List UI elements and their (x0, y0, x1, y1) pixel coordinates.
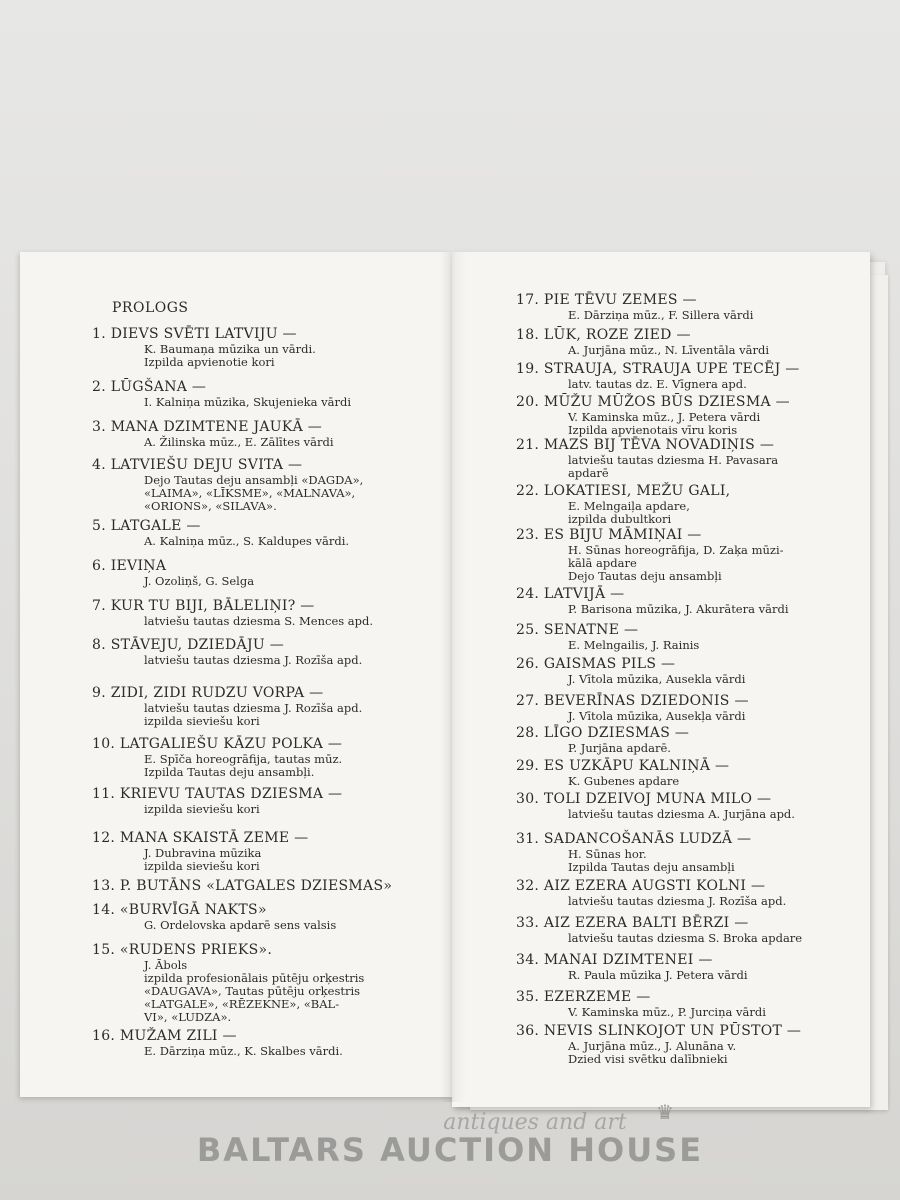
program-item-credit: VI», «LUDZA». (144, 1010, 232, 1024)
program-item-title: 10. LATGALIEŠU KĀZU POLKA — (92, 736, 343, 752)
program-item-credit: V. Kaminska mūz., J. Petera vārdi (568, 410, 761, 424)
program-item (516, 952, 748, 982)
watermark (0, 1110, 900, 1169)
program-item (516, 989, 766, 1019)
program-item-title: 5. LATGALE — (92, 518, 201, 534)
program-item (516, 656, 745, 686)
program-item-credit: latviešu tautas dziesma J. Rozīša apd. (144, 653, 363, 667)
program-item (92, 942, 364, 1024)
program-item-credit: latv. tautas dz. E. Vīgnera apd. (568, 377, 747, 391)
program-item-credit: latviešu tautas dziesma S. Broka apdare (568, 931, 803, 945)
program-item-credit: J. Vītola mūzika, Ausekļa vārdi (568, 709, 746, 723)
program-item-title: 31. SADANCOŠANĀS LUDZĀ — (516, 831, 752, 847)
program-item-title: 21. MAZS BIJ TĒVA NOVADIŅIS — (516, 437, 775, 453)
program-item-title: 20. MŪŽU MŪŽOS BŪS DZIESMA — (516, 394, 790, 410)
right-page (452, 252, 870, 1107)
program-item-credit: J. Ozoliņš, G. Selga (144, 574, 255, 588)
program-item-credit: Dejo Tautas deju ansambļi «DAGDA», (144, 473, 364, 487)
program-item-title: 35. EZERZEME — (516, 989, 651, 1005)
program-item-title: 18. LŪK, ROZE ZIED — (516, 327, 691, 343)
program-item-title: 13. P. BUTĀNS «LATGALES DZIESMAS» (92, 878, 393, 894)
program-item-title: 3. MANA DZIMTENE JAUKĀ — (92, 419, 323, 435)
program-item (516, 915, 802, 945)
program-item (92, 902, 336, 932)
program-item-title: 32. AIZ EZERA AUGSTI KOLNI — (516, 878, 766, 894)
program-item-title: 1. DIEVS SVĒTI LATVIJU — (92, 326, 297, 342)
program-item-title: 9. ZIDI, ZIDI RUDZU VORPA — (92, 685, 324, 701)
watermark-title: BALTARS AUCTION HOUSE (196, 1131, 704, 1169)
program-item (92, 878, 392, 895)
program-item-credit: latviešu tautas dziesma S. Mences apd. (144, 614, 374, 628)
program-item (516, 758, 729, 788)
program-item-credit: E. Dārziņa mūz., K. Skalbes vārdi. (144, 1044, 343, 1058)
program-item (92, 457, 363, 513)
program-item (92, 1028, 343, 1058)
program-item-credit: Izpilda Tautas deju ansambļi (568, 860, 735, 874)
program-item-credit: V. Kaminska mūz., P. Jurciņa vārdi (568, 1005, 766, 1019)
program-item-title: 6. IEVIŅA (92, 558, 167, 574)
program-item-title: 23. ES BIJU MĀMIŅAI — (516, 527, 702, 543)
program-item (516, 622, 699, 652)
program-item-credit: A. Jurjāna mūz., N. Līventāla vārdi (568, 343, 770, 357)
prologs-heading: PROLOGS (112, 300, 189, 316)
program-item-credit: A. Žilinska mūz., E. Zālītes vārdi (144, 435, 334, 449)
program-item (92, 518, 349, 548)
page-fold (440, 252, 466, 1102)
program-item (516, 361, 800, 391)
program-item (92, 326, 316, 369)
program-item-credit: izpilda sieviešu kori (144, 802, 260, 816)
program-item-credit: E. Melngaiļa apdare, (568, 499, 690, 513)
program-item (516, 725, 689, 755)
program-item-credit: R. Paula mūzika J. Petera vārdi (568, 968, 748, 982)
program-item (516, 437, 778, 480)
program-item-credit: latviešu tautas dziesma J. Rozīša apd. (144, 701, 363, 715)
program-item-credit: I. Kalniņa mūzika, Skujenieka vārdi (144, 395, 352, 409)
left-page (20, 252, 452, 1097)
program-item (92, 558, 254, 588)
program-item-title: 15. «RUDENS PRIEKS». (92, 942, 273, 958)
program-item-credit: A. Jurjāna mūz., J. Alunāna v. (568, 1039, 737, 1053)
program-item-title: 4. LATVIEŠU DEJU SVITA — (92, 457, 303, 473)
program-item-credit: izpilda sieviešu kori (144, 714, 260, 728)
program-item-title: 17. PIE TĒVU ZEMES — (516, 292, 697, 308)
program-item-credit: latviešu tautas dziesma H. Pavasara (568, 453, 779, 467)
program-item-credit: E. Spīča horeogrāfija, tautas mūz. (144, 752, 343, 766)
program-item-credit: latviešu tautas dziesma J. Rozīša apd. (568, 894, 787, 908)
program-item-title: 24. LATVIJĀ — (516, 586, 625, 602)
program-item (516, 831, 751, 874)
program-item-title: 22. LOKATIESI, MEŽU GALI, (516, 483, 731, 499)
program-item-title: 2. LŪGŠANA — (92, 379, 207, 395)
program-item-title: 8. STĀVEJU, DZIEDĀJU — (92, 637, 285, 653)
program-item (92, 637, 362, 667)
program-item (92, 419, 334, 449)
program-item-title: 16. MUŽAM ZILI — (92, 1028, 237, 1044)
program-item-credit: A. Kalniņa mūz., S. Kaldupes vārdi. (144, 534, 350, 548)
program-item-credit: Dejo Tautas deju ansambļi (568, 569, 722, 583)
program-item-title: 28. LĪGO DZIESMAS — (516, 725, 690, 741)
program-item-credit: Izpilda apvienotie kori (144, 355, 275, 369)
program-item-credit: «LATGALE», «RĒZEKNE», «BAL- (144, 997, 340, 1011)
program-item (516, 586, 789, 616)
program-item-credit: «DAUGAVA», Tautas pūtēju orķestris (144, 984, 361, 998)
program-item (516, 394, 790, 437)
program-item-title: 30. TOLI DZEIVOJ MUNA MILO — (516, 791, 772, 807)
program-item-credit: P. Jurjāna apdarē. (568, 741, 671, 755)
program-item (516, 1023, 801, 1066)
program-item-title: 7. KUR TU BIJI, BĀLELIŅI? — (92, 598, 315, 614)
program-item-credit: J. Vītola mūzika, Auseklа vārdi (568, 672, 746, 686)
program-item (516, 527, 784, 583)
program-item-credit: izpilda dubultkori (568, 512, 672, 526)
program-item-credit: apdarē (568, 466, 609, 480)
program-item-credit: latviešu tautas dziesma A. Jurjāna apd. (568, 807, 795, 821)
program-item (516, 693, 749, 723)
program-item-title: 19. STRAUJA, STRAUJA UPE TECĒJ — (516, 361, 800, 377)
program-item-credit: kālā apdare (568, 556, 637, 570)
program-item-credit: J. Dubravina mūzika (144, 846, 262, 860)
program-item-title: 12. MANA SKAISTĀ ZEME — (92, 830, 309, 846)
program-item (516, 292, 753, 322)
program-item-credit: Izpilda Tautas deju ansambļi. (144, 765, 315, 779)
program-item-credit: K. Baumaņa mūzika un vārdi. (144, 342, 316, 356)
crown-icon: ♛ (656, 1100, 674, 1124)
program-item (92, 598, 373, 628)
program-item-credit: «LAIMA», «LĪKSME», «MALNAVA», (144, 486, 356, 500)
program-item-credit: izpilda profesionālais pūtēju orķestris (144, 971, 365, 985)
program-item-title: 26. GAISMAS PILS — (516, 656, 676, 672)
program-item (92, 786, 342, 816)
program-item-title: 11. KRIEVU TAUTAS DZIESMA — (92, 786, 343, 802)
program-item-title: 34. MANAI DZIMTENEI — (516, 952, 713, 968)
program-item-title: 14. «BURVĪGĀ NAKTS» (92, 902, 267, 918)
program-item-credit: H. Sūnas hor. (568, 847, 647, 861)
program-item-credit: Dzied visi svētku dalībnieki (568, 1052, 728, 1066)
program-item-credit: «ORIONS», «SILAVA». (144, 499, 277, 513)
program-item (92, 379, 351, 409)
program-item-title: 36. NEVIS SLINKOJOT UN PŪSTOT — (516, 1023, 802, 1039)
program-item-credit: E. Dārziņa mūz., F. Sillera vārdi (568, 308, 754, 322)
program-item-credit: P. Barisona mūzika, J. Akurātera vārdi (568, 602, 789, 616)
program-item (92, 685, 362, 728)
program-item-credit: izpilda sieviešu kori (144, 859, 260, 873)
program-item (516, 327, 769, 357)
program-item-title: 29. ES UZKĀPU KALNIŅĀ — (516, 758, 730, 774)
program-item-credit: H. Sūnas horeogrāfija, D. Zaķa mūzi- (568, 543, 784, 557)
watermark-subtitle: antiques and art (443, 1110, 627, 1135)
program-item-credit: G. Ordelovska apdarē sens valsis (144, 918, 337, 932)
program-item-title: 25. SENATNE — (516, 622, 639, 638)
program-item-title: 27. BEVERĪNAS DZIEDONIS — (516, 693, 749, 709)
program-item-title: 33. AIZ EZERA BALTI BĒRZI — (516, 915, 749, 931)
program-item (92, 736, 342, 779)
program-item (92, 830, 308, 873)
program-item-credit: J. Ābols (144, 958, 188, 972)
program-item-credit: K. Gubenes apdare (568, 774, 680, 788)
program-item (516, 791, 795, 821)
program-item-credit: E. Melngailis, J. Rainis (568, 638, 700, 652)
program-item (516, 878, 786, 908)
program-item-credit: Izpilda apvienotais vīru koris (568, 423, 738, 437)
program-item (516, 483, 730, 526)
